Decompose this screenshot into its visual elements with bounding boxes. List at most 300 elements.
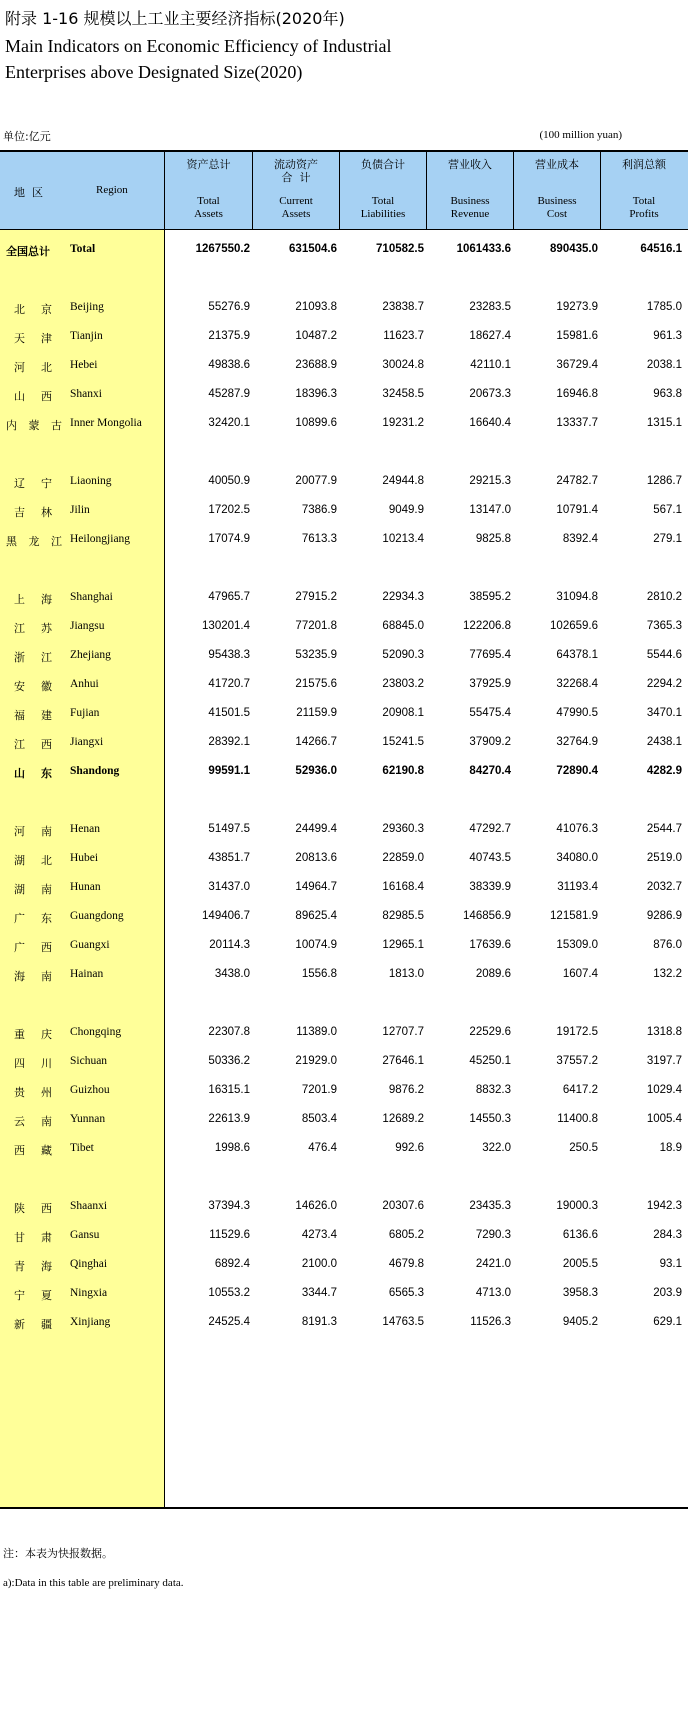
- table-row: [0, 475, 688, 491]
- cell-value: 19231.2: [382, 417, 424, 429]
- table-row: [0, 359, 688, 375]
- region-name-cn: 北京: [14, 303, 52, 316]
- footnote-en: a):Data in this table are preliminary data.: [3, 1577, 184, 1589]
- table-row: [0, 765, 688, 781]
- region-name-en: Shandong: [70, 765, 120, 777]
- cell-value: 3197.7: [646, 1055, 682, 1067]
- cell-value: 629.1: [653, 1316, 682, 1328]
- region-name-en: Inner Mongolia: [70, 417, 142, 429]
- table-row: [0, 1084, 688, 1100]
- cell-value: 21159.9: [296, 707, 337, 719]
- column-header: [253, 152, 339, 229]
- column-header-en-line2: Cost: [546, 208, 568, 220]
- cell-value: 9286.9: [646, 910, 682, 922]
- cell-value: 476.4: [308, 1142, 337, 1154]
- cell-value: 9876.2: [388, 1084, 424, 1096]
- table-row: [0, 301, 688, 317]
- cell-value: 1061433.6: [456, 243, 511, 255]
- cell-value: 14964.7: [295, 881, 337, 893]
- cell-value: 122206.8: [463, 620, 511, 632]
- cell-value: 19000.3: [556, 1200, 598, 1212]
- cell-value: 1785.0: [646, 301, 682, 313]
- cell-value: 23435.3: [469, 1200, 511, 1212]
- region-name-en: Xinjiang: [70, 1316, 111, 1328]
- cell-value: 14626.0: [295, 1200, 337, 1212]
- cell-value: 15241.5: [382, 736, 424, 748]
- region-name-cn: 辽宁: [14, 477, 52, 490]
- region-name-cn: 江西: [14, 738, 52, 751]
- table-row: [0, 533, 688, 549]
- cell-value: 27915.2: [295, 591, 337, 603]
- cell-value: 99591.1: [208, 765, 250, 777]
- cell-value: 47965.7: [208, 591, 250, 603]
- cell-value: 37394.3: [208, 1200, 250, 1212]
- column-header: [427, 152, 513, 229]
- cell-value: 16168.4: [382, 881, 424, 893]
- cell-value: 13337.7: [556, 417, 598, 429]
- table-row: [0, 968, 688, 984]
- table-row: [0, 852, 688, 868]
- page-title: 附录 1-16 规模以上工业主要经济指标(2020年): [5, 9, 345, 28]
- cell-value: 77201.8: [295, 620, 337, 632]
- cell-value: 52936.0: [295, 765, 337, 777]
- region-name-en: Chongqing: [70, 1026, 122, 1038]
- cell-value: 22859.0: [382, 852, 424, 864]
- column-header-cn: [514, 158, 600, 171]
- table-row: [0, 881, 688, 897]
- cell-value: 95438.3: [208, 649, 250, 661]
- table-row: [0, 417, 688, 433]
- region-name-cn: 湖北: [14, 854, 52, 867]
- cell-value: 9049.9: [388, 504, 424, 516]
- cell-value: 41720.7: [208, 678, 250, 690]
- region-name-cn: 内蒙古: [6, 419, 62, 432]
- cell-value: 21375.9: [208, 330, 250, 342]
- region-name-cn: 山西: [14, 390, 52, 403]
- cell-value: 47990.5: [556, 707, 598, 719]
- cell-value: 23283.5: [469, 301, 511, 313]
- region-name-en: Beijing: [70, 301, 104, 313]
- region-name-cn: 云南: [14, 1115, 52, 1128]
- cell-value: 7365.3: [646, 620, 682, 632]
- cell-value: 102659.6: [550, 620, 598, 632]
- cell-value: 1005.4: [646, 1113, 682, 1125]
- column-header-cn: [253, 158, 339, 184]
- column-header-en: [514, 195, 600, 221]
- cell-value: 55276.9: [208, 301, 250, 313]
- region-name-cn: 广西: [14, 941, 52, 954]
- cell-value: 1556.8: [301, 968, 337, 980]
- column-header: [340, 152, 426, 229]
- cell-value: 2038.1: [646, 359, 682, 371]
- region-name-cn: 河南: [14, 825, 52, 838]
- column-header-en-line2: Revenue: [450, 208, 490, 220]
- cell-value: 12689.2: [382, 1113, 424, 1125]
- cell-value: 49838.6: [208, 359, 250, 371]
- cell-value: 77695.4: [469, 649, 511, 661]
- region-name-en: Hunan: [70, 881, 101, 893]
- cell-value: 132.2: [653, 968, 682, 980]
- column-header-en-line1: Total: [371, 195, 395, 207]
- cell-value: 146856.9: [463, 910, 511, 922]
- table-row: [0, 823, 688, 839]
- table-row: [0, 620, 688, 636]
- cell-value: 53235.9: [295, 649, 337, 661]
- cell-value: 32764.9: [556, 736, 598, 748]
- table-row: [0, 1142, 688, 1158]
- column-header-en-line1: Total: [632, 195, 656, 207]
- unit-label-en: (100 million yuan): [539, 129, 622, 141]
- column-header-en-line2: Profits: [629, 208, 659, 220]
- cell-value: 6136.6: [562, 1229, 598, 1241]
- region-name-cn: 贵州: [14, 1086, 52, 1099]
- cell-value: 11389.0: [296, 1026, 337, 1038]
- cell-value: 31437.0: [208, 881, 250, 893]
- cell-value: 93.1: [659, 1258, 682, 1270]
- column-header-en-line1: Business: [537, 195, 577, 207]
- cell-value: 16640.4: [469, 417, 511, 429]
- region-name-en: Shanxi: [70, 388, 102, 400]
- cell-value: 11529.6: [209, 1229, 250, 1241]
- cell-value: 31193.4: [557, 881, 598, 893]
- region-name-en: Guangxi: [70, 939, 110, 951]
- cell-value: 20114.3: [209, 939, 250, 951]
- cell-value: 631504.6: [289, 243, 337, 255]
- column-header-en-line2: Liabilities: [360, 208, 406, 220]
- cell-value: 130201.4: [202, 620, 250, 632]
- column-header-en-line1: Current: [279, 195, 313, 207]
- cell-value: 34080.0: [556, 852, 598, 864]
- column-header-cn-line1: 负债合计: [361, 158, 405, 171]
- column-header-en: [427, 195, 513, 221]
- column-header-en-line1: Total: [197, 195, 220, 207]
- cell-value: 7290.3: [475, 1229, 511, 1241]
- cell-value: 890435.0: [550, 243, 598, 255]
- cell-value: 2089.6: [475, 968, 511, 980]
- cell-value: 13147.0: [469, 504, 511, 516]
- cell-value: 20908.1: [382, 707, 424, 719]
- region-name-cn: 全国总计: [6, 245, 50, 258]
- cell-value: 37925.9: [469, 678, 511, 690]
- header-bottom-rule: [0, 229, 688, 230]
- cell-value: 22529.6: [469, 1026, 511, 1038]
- region-name-cn: 安徽: [14, 680, 52, 693]
- cell-value: 8503.4: [301, 1113, 337, 1125]
- cell-value: 284.3: [653, 1229, 682, 1241]
- region-name-cn: 上海: [14, 593, 52, 606]
- cell-value: 20077.9: [295, 475, 337, 487]
- cell-value: 20307.6: [382, 1200, 424, 1212]
- region-name-cn: 山东: [14, 767, 52, 780]
- region-name-cn: 新疆: [14, 1318, 52, 1331]
- cell-value: 7201.9: [301, 1084, 337, 1096]
- cell-value: 38595.2: [469, 591, 511, 603]
- cell-value: 32420.1: [208, 417, 250, 429]
- cell-value: 12707.7: [382, 1026, 424, 1038]
- cell-value: 18396.3: [295, 388, 337, 400]
- region-name-en: Yunnan: [70, 1113, 106, 1125]
- cell-value: 8832.3: [475, 1084, 511, 1096]
- region-name-en: Liaoning: [70, 475, 112, 487]
- cell-value: 963.8: [653, 388, 682, 400]
- cell-value: 30024.8: [382, 359, 424, 371]
- cell-value: 72890.4: [556, 765, 598, 777]
- cell-value: 961.3: [653, 330, 682, 342]
- column-header-cn: [165, 158, 252, 171]
- cell-value: 20813.6: [295, 852, 337, 864]
- cell-value: 15309.0: [556, 939, 598, 951]
- column-header: [514, 152, 600, 229]
- cell-value: 47292.7: [469, 823, 511, 835]
- cell-value: 567.1: [653, 504, 682, 516]
- cell-value: 40050.9: [208, 475, 250, 487]
- cell-value: 51497.5: [208, 823, 250, 835]
- cell-value: 322.0: [482, 1142, 511, 1154]
- cell-value: 1286.7: [646, 475, 682, 487]
- table-row: [0, 1055, 688, 1071]
- cell-value: 1942.3: [646, 1200, 682, 1212]
- cell-value: 20673.3: [469, 388, 511, 400]
- cell-value: 3470.1: [646, 707, 682, 719]
- cell-value: 89625.4: [295, 910, 337, 922]
- table-row: [0, 591, 688, 607]
- footnote: 注：本表为快报数据。: [3, 1547, 113, 1560]
- cell-value: 29360.3: [382, 823, 424, 835]
- cell-value: 2100.0: [301, 1258, 337, 1270]
- cell-value: 9825.8: [475, 533, 511, 545]
- table-row: [0, 1026, 688, 1042]
- column-header-cn-line2: 合 计: [281, 171, 311, 184]
- cell-value: 2032.7: [646, 881, 682, 893]
- table-row: [0, 1316, 688, 1332]
- region-name-en: Guizhou: [70, 1084, 110, 1096]
- region-name-cn: 黑龙江: [6, 535, 62, 548]
- cell-value: 4282.9: [646, 765, 682, 777]
- cell-value: 84270.4: [469, 765, 511, 777]
- region-name-cn: 广东: [14, 912, 52, 925]
- cell-value: 55475.4: [469, 707, 511, 719]
- region-header-en: Region: [96, 184, 128, 196]
- cell-value: 10899.6: [295, 417, 337, 429]
- cell-value: 6565.3: [388, 1287, 424, 1299]
- cell-value: 24499.4: [295, 823, 337, 835]
- cell-value: 23803.2: [382, 678, 424, 690]
- cell-value: 31094.8: [556, 591, 598, 603]
- cell-value: 41501.5: [208, 707, 250, 719]
- table-row: [0, 388, 688, 404]
- cell-value: 37557.2: [556, 1055, 598, 1067]
- cell-value: 4273.4: [301, 1229, 337, 1241]
- cell-value: 4679.8: [388, 1258, 424, 1270]
- cell-value: 1813.0: [388, 968, 424, 980]
- region-name-en: Henan: [70, 823, 101, 835]
- column-header-cn-line1: 流动资产: [274, 158, 318, 171]
- cell-value: 40743.5: [469, 852, 511, 864]
- cell-value: 1318.8: [646, 1026, 682, 1038]
- column-header-en: [601, 195, 687, 221]
- column-header-cn: [340, 158, 426, 171]
- column-header-cn-line1: 营业成本: [535, 158, 579, 171]
- cell-value: 22934.3: [382, 591, 424, 603]
- cell-value: 10791.4: [556, 504, 598, 516]
- region-name-en: Fujian: [70, 707, 100, 719]
- region-name-en: Shanghai: [70, 591, 113, 603]
- cell-value: 3958.3: [562, 1287, 598, 1299]
- region-name-cn: 浙江: [14, 651, 52, 664]
- cell-value: 9405.2: [562, 1316, 598, 1328]
- cell-value: 38339.9: [469, 881, 511, 893]
- column-header-cn-line1: 资产总计: [186, 158, 231, 171]
- column-header-en: [165, 195, 252, 221]
- region-name-en: Hubei: [70, 852, 99, 864]
- column-header-en-line1: Business: [450, 195, 490, 207]
- cell-value: 22307.8: [208, 1026, 250, 1038]
- cell-value: 64516.1: [640, 243, 682, 255]
- cell-value: 2519.0: [646, 852, 682, 864]
- indicators-table: [0, 150, 688, 1509]
- unit-label: 单位:亿元: [3, 130, 51, 143]
- cell-value: 17639.6: [469, 939, 511, 951]
- column-header-cn: [427, 158, 513, 171]
- cell-value: 3438.0: [214, 968, 250, 980]
- table-row: [0, 910, 688, 926]
- cell-value: 17202.5: [208, 504, 250, 516]
- cell-value: 10553.2: [208, 1287, 250, 1299]
- total-row: [0, 243, 688, 259]
- region-name-cn: 西藏: [14, 1144, 52, 1157]
- cell-value: 11400.8: [557, 1113, 598, 1125]
- region-name-cn: 青海: [14, 1260, 52, 1273]
- region-header-cn: 地 区: [14, 186, 43, 199]
- cell-value: 12965.1: [382, 939, 424, 951]
- cell-value: 82985.5: [382, 910, 424, 922]
- cell-value: 14266.7: [295, 736, 337, 748]
- region-name-en: Anhui: [70, 678, 99, 690]
- cell-value: 1029.4: [646, 1084, 682, 1096]
- page-title-en-line2: Enterprises above Designated Size(2020): [5, 62, 303, 82]
- cell-value: 23688.9: [295, 359, 337, 371]
- cell-value: 3344.7: [301, 1287, 337, 1299]
- cell-value: 121581.9: [550, 910, 598, 922]
- cell-value: 10213.4: [382, 533, 424, 545]
- cell-value: 23838.7: [382, 301, 424, 313]
- region-name-cn: 福建: [14, 709, 52, 722]
- table-row: [0, 939, 688, 955]
- region-name-en: Jilin: [70, 504, 90, 516]
- region-name-en: Gansu: [70, 1229, 100, 1241]
- cell-value: 22613.9: [208, 1113, 250, 1125]
- column-header: [165, 152, 252, 229]
- table-row: [0, 330, 688, 346]
- region-name-cn: 四川: [14, 1057, 52, 1070]
- region-name-en: Hainan: [70, 968, 104, 980]
- table-row: [0, 1229, 688, 1245]
- cell-value: 32458.5: [382, 388, 424, 400]
- cell-value: 6805.2: [388, 1229, 424, 1241]
- cell-value: 14550.3: [469, 1113, 511, 1125]
- cell-value: 1315.1: [646, 417, 682, 429]
- region-name-cn: 甘肃: [14, 1231, 52, 1244]
- cell-value: 36729.4: [556, 359, 598, 371]
- cell-value: 21575.6: [295, 678, 337, 690]
- cell-value: 27646.1: [382, 1055, 424, 1067]
- table-row: [0, 649, 688, 665]
- cell-value: 250.5: [569, 1142, 598, 1154]
- table-row: [0, 736, 688, 752]
- cell-value: 29215.3: [469, 475, 511, 487]
- cell-value: 2421.0: [475, 1258, 511, 1270]
- region-name-en: Tibet: [70, 1142, 94, 1154]
- cell-value: 16946.8: [556, 388, 598, 400]
- cell-value: 50336.2: [208, 1055, 250, 1067]
- table-row: [0, 1200, 688, 1216]
- cell-value: 21929.0: [295, 1055, 337, 1067]
- cell-value: 28392.1: [208, 736, 250, 748]
- cell-value: 52090.3: [382, 649, 424, 661]
- cell-value: 149406.7: [202, 910, 250, 922]
- region-name-cn: 吉林: [14, 506, 52, 519]
- cell-value: 19273.9: [556, 301, 598, 313]
- region-name-en: Jiangxi: [70, 736, 104, 748]
- column-header-en: [253, 195, 339, 221]
- cell-value: 8392.4: [562, 533, 598, 545]
- cell-value: 992.6: [395, 1142, 424, 1154]
- cell-value: 18.9: [659, 1142, 682, 1154]
- table-bottom-rule: [0, 1507, 688, 1509]
- cell-value: 10074.9: [295, 939, 337, 951]
- cell-value: 2005.5: [562, 1258, 598, 1270]
- table-row: [0, 1287, 688, 1303]
- cell-value: 710582.5: [376, 243, 424, 255]
- table-row: [0, 1113, 688, 1129]
- cell-value: 6892.4: [214, 1258, 250, 1270]
- column-header-cn-line1: 利润总额: [622, 158, 666, 171]
- column-header: [601, 152, 687, 229]
- region-name-en: Ningxia: [70, 1287, 108, 1299]
- cell-value: 62190.8: [382, 765, 424, 777]
- region-name-en: Sichuan: [70, 1055, 108, 1067]
- cell-value: 41076.3: [556, 823, 598, 835]
- cell-value: 2438.1: [646, 736, 682, 748]
- cell-value: 45287.9: [208, 388, 250, 400]
- column-header-en-line2: Assets: [281, 208, 311, 220]
- region-name-cn: 河北: [14, 361, 52, 374]
- cell-value: 16315.1: [208, 1084, 250, 1096]
- cell-value: 19172.5: [556, 1026, 598, 1038]
- region-name-cn: 天津: [14, 332, 52, 345]
- cell-value: 2810.2: [646, 591, 682, 603]
- region-name-en: Guangdong: [70, 910, 124, 922]
- region-name-en: Total: [70, 243, 96, 255]
- table-row: [0, 707, 688, 723]
- region-name-cn: 陕西: [14, 1202, 52, 1215]
- cell-value: 37909.2: [469, 736, 511, 748]
- cell-value: 15981.6: [556, 330, 598, 342]
- column-header-cn-line1: 营业收入: [448, 158, 492, 171]
- column-header-en-line2: Assets: [194, 208, 223, 220]
- cell-value: 24525.4: [208, 1316, 250, 1328]
- region-name-cn: 海南: [14, 970, 52, 983]
- cell-value: 279.1: [653, 533, 682, 545]
- region-name-en: Hebei: [70, 359, 98, 371]
- cell-value: 1267550.2: [195, 243, 250, 255]
- region-name-cn: 江苏: [14, 622, 52, 635]
- cell-value: 2294.2: [646, 678, 682, 690]
- cell-value: 21093.8: [295, 301, 337, 313]
- column-header-en: [340, 195, 426, 221]
- cell-value: 18627.4: [469, 330, 511, 342]
- table-row: [0, 1258, 688, 1274]
